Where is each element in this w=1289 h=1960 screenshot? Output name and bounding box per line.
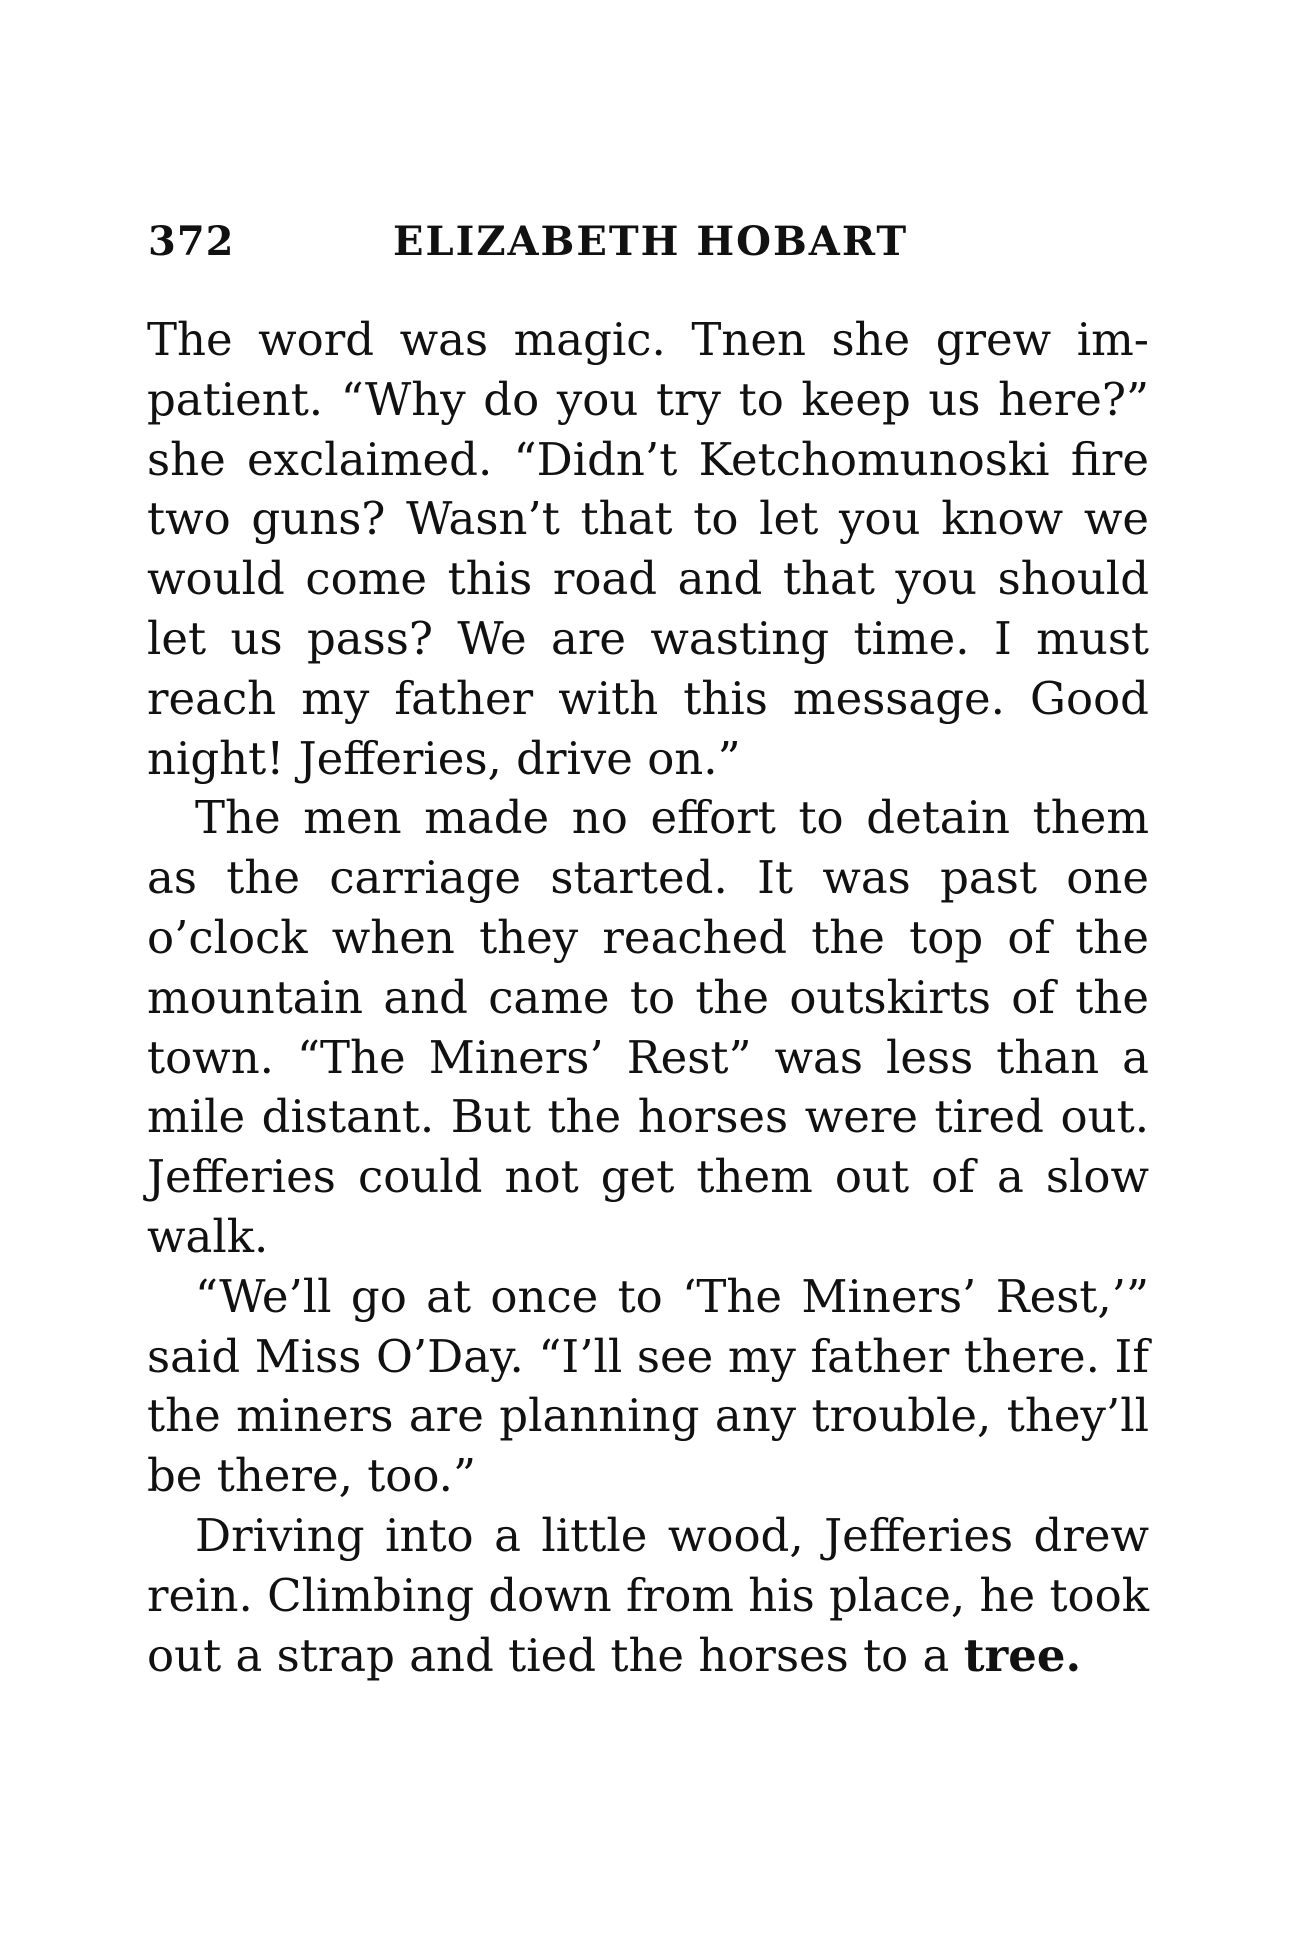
paragraph-2: The men made no effort to detain them as the carriage started. It was past one o’clock when they reached the top of the mountain and came to the outskirts of the town. “The Miners’ Rest” was less than a mile distant. But the horses were tired out. Jefferies could not get them out of a slow walk.: [147, 791, 1149, 1263]
body-text: [147, 310, 1149, 1685]
book-title: ELIZABETH HOBART: [393, 218, 909, 265]
paragraph-4-last-word: tree.: [963, 1628, 1082, 1682]
paragraph-4: [147, 1506, 1149, 1685]
paragraph-3: “We’ll go at once to ‘The Miners’ Rest,’” said Miss O’Day. “I’ll see my father there. If the miners are planning any trouble, they’ll be there, too.”: [147, 1269, 1149, 1503]
paragraph-4-text: Driving into a little wood, Jefferies drew rein. Climbing down from his place, he took out a strap and tied the horses to a: [147, 1508, 1149, 1682]
running-head: [148, 218, 1148, 278]
page-number: 372: [148, 218, 235, 265]
paragraph-1: The word was magic. Tnen she grew impatient. “Why do you try to keep us here?” she exclaimed. “Didn’t Ketchomunoski fire two guns? Wasn’t that to let you know we would come this road and that you should let us pass? We are wasting time. I must reach my father with this message. Good night! Jefferies, drive on.”: [147, 313, 1149, 785]
